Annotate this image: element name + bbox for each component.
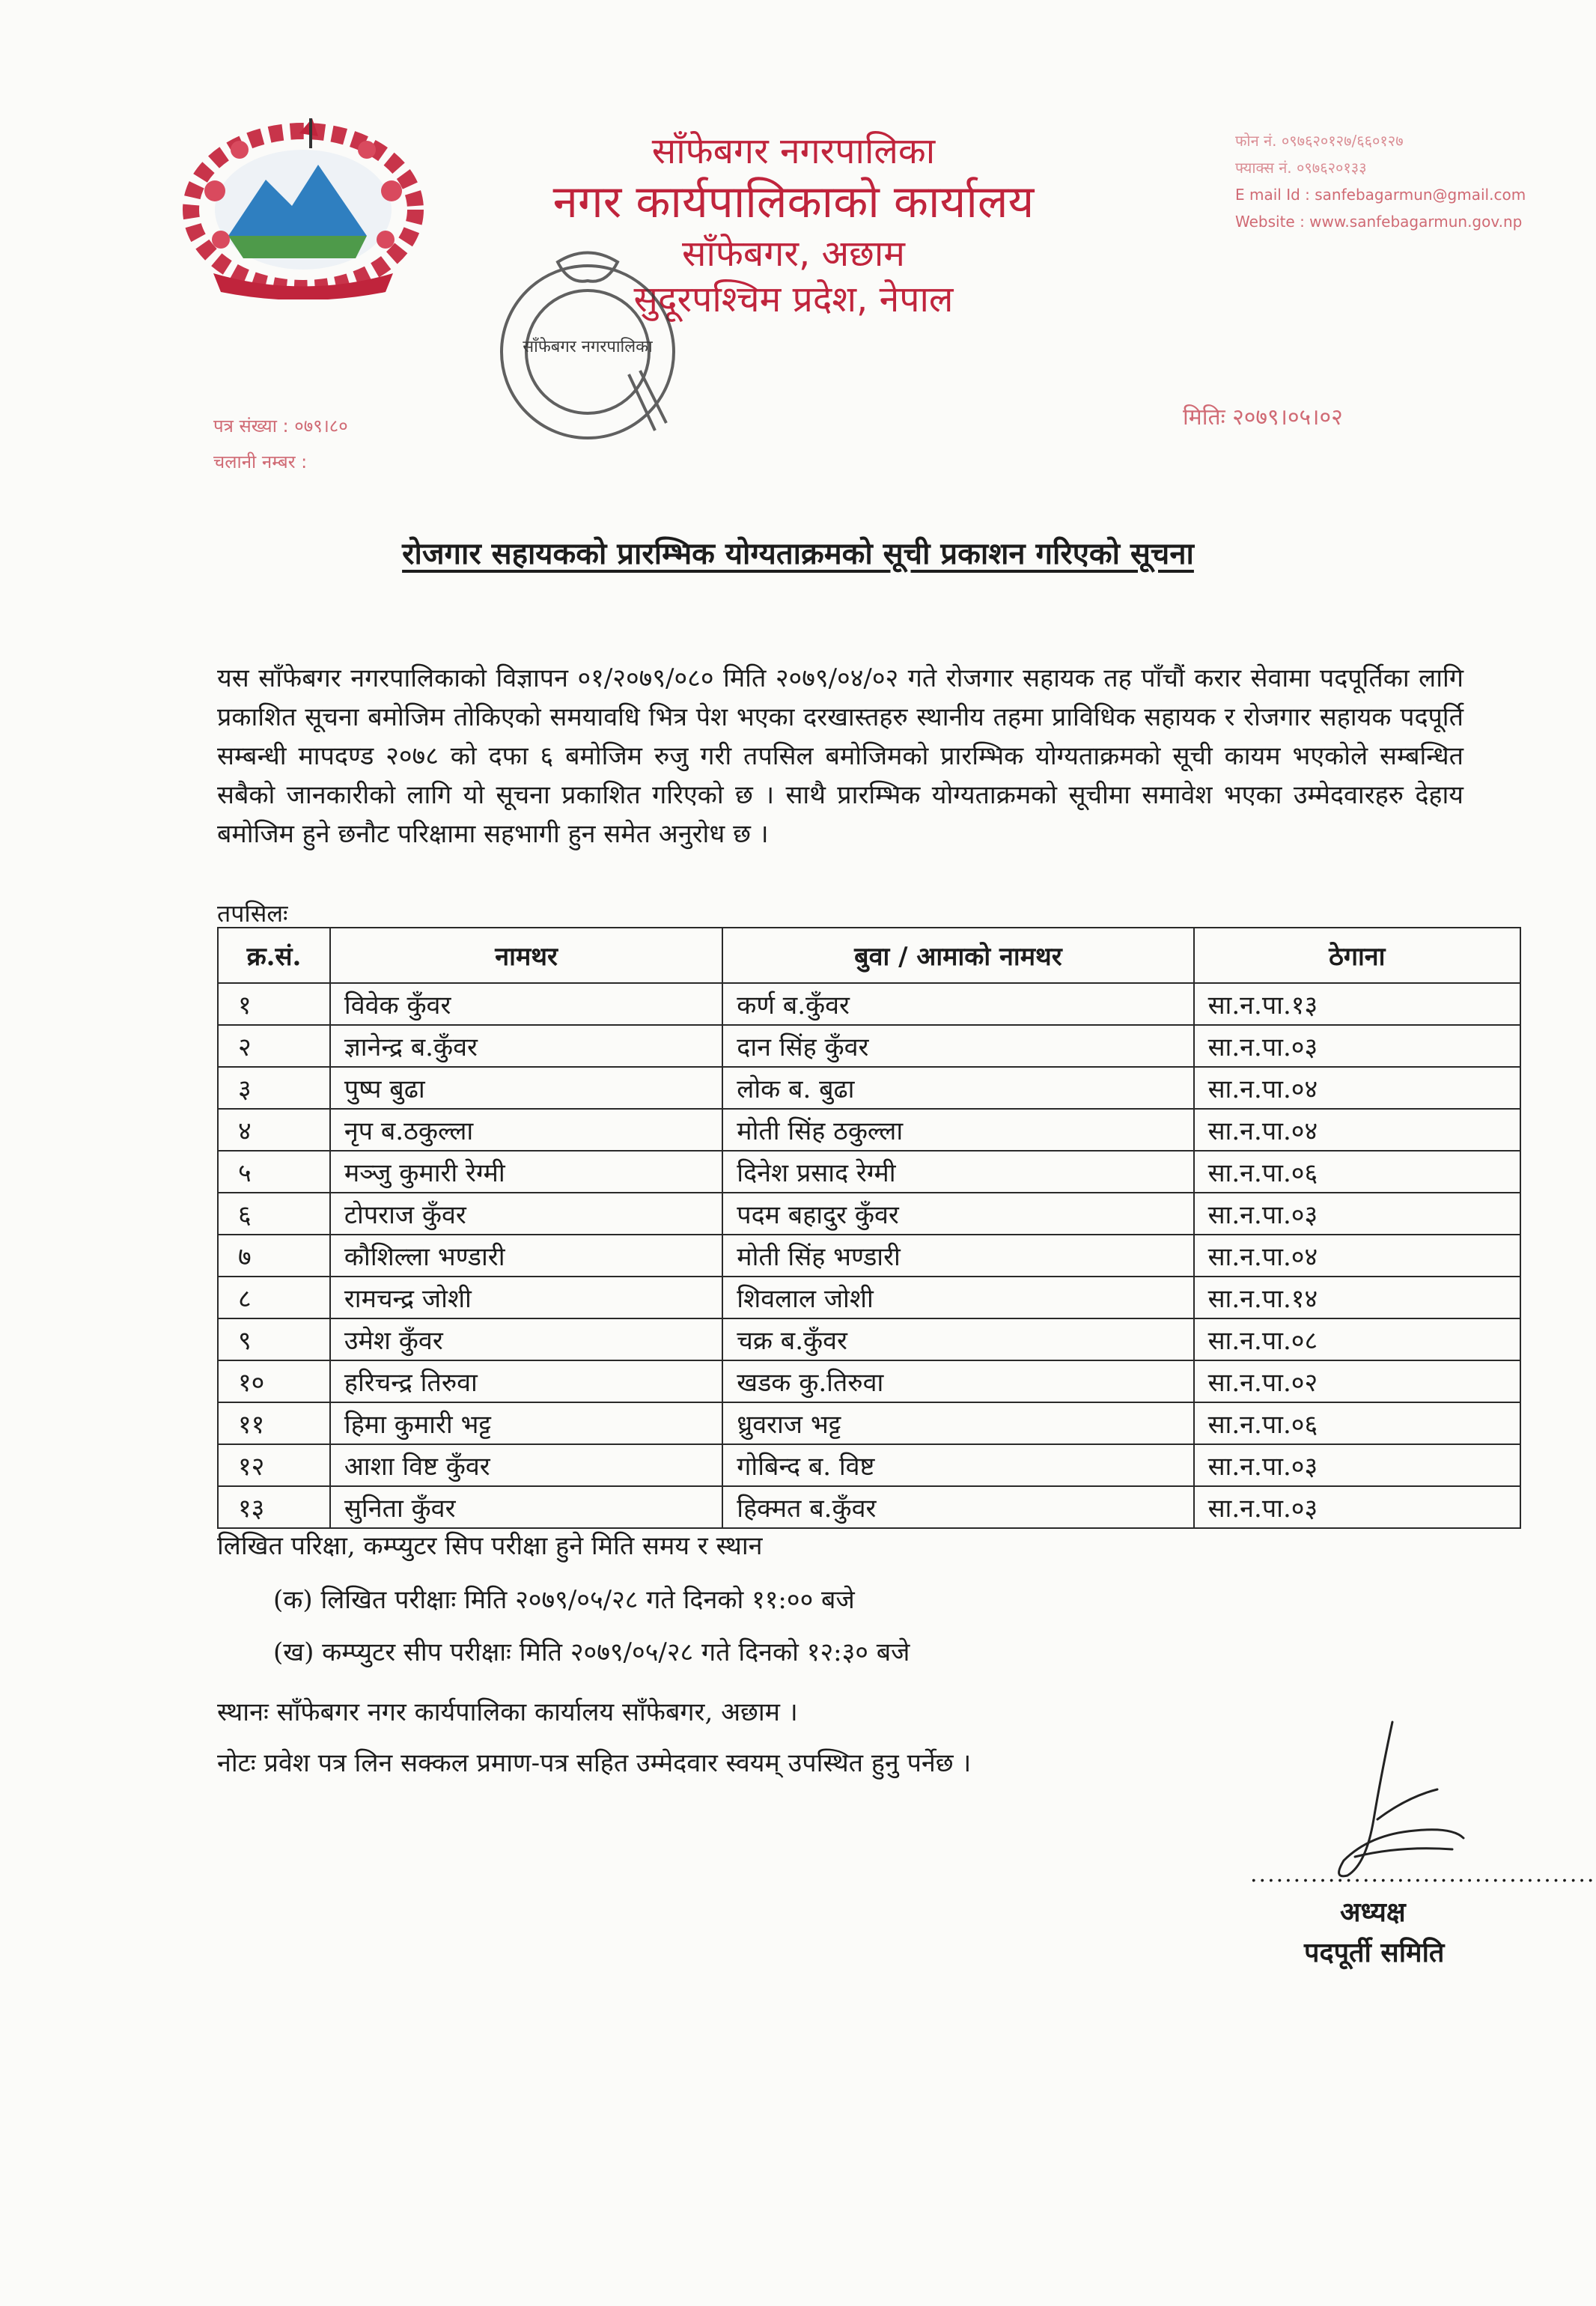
office-stamp-icon bbox=[487, 240, 689, 457]
address-cell: सा.न.पा.०६ bbox=[1194, 1151, 1520, 1193]
address-cell: सा.न.पा.०८ bbox=[1194, 1318, 1520, 1360]
name-cell: टोपराज कुँवर bbox=[330, 1193, 722, 1235]
table-row bbox=[218, 1318, 1520, 1360]
name-cell: हिमा कुमारी भट्ट bbox=[330, 1402, 722, 1444]
table-row bbox=[218, 1193, 1520, 1235]
notice-paragraph: यस साँफेबगर नगरपालिकाको विज्ञापन ०१/२०७९/०८० मिति २०७९/०४/०२ गते रोजगार सहायक तह पाँचौं करार सेवामा पदपूर्तिका लागि प्रकाशित सूचना बमोजिम तोकिएको समयावधि भित्र पेश भएका दरखास्तहरु स्थानीय तहमा प्राविधिक सहायक र रोजगार सहायक पदपूर्ति सम्बन्धी मापदण्ड २०७८ को दफा ६ बमोजिम रुजु गरी तपसिल बमोजिमको प्रारम्भिक योग्यताक्रमको सूची कायम भएकोले सम्बन्धित सबैको जानकारीको लागि यो सूचना प्रकाशित गरिएको छ । साथै प्रारम्भिक योग्यताक्रमको सूचीमा समावेश भएका उम्मेदवारहरु देहाय बमोजिम हुने छनौट परिक्षामा सहभागी हुन समेत अनुरोध छ । bbox=[217, 663, 1463, 849]
candidate-table bbox=[217, 927, 1521, 1529]
address-cell: सा.न.पा.०३ bbox=[1194, 1025, 1520, 1067]
address-cell: सा.न.पा.०४ bbox=[1194, 1235, 1520, 1277]
serial-cell: ९ bbox=[218, 1318, 330, 1360]
table-row bbox=[218, 1067, 1520, 1109]
serial-cell: १३ bbox=[218, 1486, 330, 1528]
table-row bbox=[218, 983, 1520, 1025]
address-cell: सा.न.पा.०३ bbox=[1194, 1444, 1520, 1486]
dispatch-number: चलानी नम्बर : bbox=[213, 451, 308, 472]
office-name: नगर कार्यपालिकाको कार्यालय bbox=[552, 176, 1035, 228]
table-row bbox=[218, 1109, 1520, 1151]
parent-cell: मोती सिंह ठकुल्ला bbox=[722, 1109, 1193, 1151]
name-cell: पुष्प बुढा bbox=[330, 1067, 722, 1109]
written-exam-schedule: (क) लिखित परीक्षाः मिति २०७९/०५/२८ गते दिनको ११:०० बजे bbox=[273, 1585, 855, 1615]
parent-cell: शिवलाल जोशी bbox=[722, 1277, 1193, 1318]
table-row bbox=[218, 1444, 1520, 1486]
table-row bbox=[218, 1025, 1520, 1067]
address-cell: सा.न.पा.०४ bbox=[1194, 1109, 1520, 1151]
computer-exam-schedule: (ख) कम्प्युटर सीप परीक्षाः मिति २०७९/०५/२८ गते दिनको १२:३० बजे bbox=[273, 1637, 910, 1667]
serial-cell: ७ bbox=[218, 1235, 330, 1277]
serial-cell: २ bbox=[218, 1025, 330, 1067]
parent-cell: दान सिंह कुँवर bbox=[722, 1025, 1193, 1067]
reference-block bbox=[213, 408, 348, 480]
address-cell: सा.न.पा.०६ bbox=[1194, 1402, 1520, 1444]
address-cell: सा.न.पा.०३ bbox=[1194, 1486, 1520, 1528]
exam-venue: स्थानः साँफेबगर नगर कार्यपालिका कार्यालय साँफेबगर, अछाम । bbox=[217, 1697, 798, 1727]
name-cell: उमेश कुँवर bbox=[330, 1318, 722, 1360]
parent-cell: चक्र ब.कुँवर bbox=[722, 1318, 1193, 1360]
header-parent-name: बुवा / आमाको नामथर bbox=[722, 928, 1193, 983]
header-serial: क्र.सं. bbox=[218, 928, 330, 983]
fax-number: फ्याक्स नं. ०९७६२०१३३ bbox=[1235, 159, 1367, 177]
table-header-row bbox=[218, 928, 1520, 983]
phone-number: फोन नं. ०९७६२०१२७/६६०१२७ bbox=[1235, 132, 1404, 150]
office-location: साँफेबगर, अछाम bbox=[682, 233, 905, 275]
nepal-emblem-icon bbox=[168, 112, 438, 299]
serial-cell: १ bbox=[218, 983, 330, 1025]
parent-cell: खडक कु.तिरुवा bbox=[722, 1360, 1193, 1402]
name-cell: रामचन्द्र जोशी bbox=[330, 1277, 722, 1318]
contact-block bbox=[1235, 127, 1595, 235]
signature-line: ........................................ bbox=[1250, 1861, 1596, 1887]
parent-cell: हिक्मत ब.कुँवर bbox=[722, 1486, 1193, 1528]
parent-cell: पदम बहादुर कुँवर bbox=[722, 1193, 1193, 1235]
email-address: E mail Id : sanfebagarmun@gmail.com bbox=[1235, 186, 1526, 204]
name-cell: मञ्जु कुमारी रेग्मी bbox=[330, 1151, 722, 1193]
table-row bbox=[218, 1402, 1520, 1444]
name-cell: विवेक कुँवर bbox=[330, 983, 722, 1025]
serial-cell: ६ bbox=[218, 1193, 330, 1235]
address-cell: सा.न.पा.१३ bbox=[1194, 983, 1520, 1025]
letter-date: मितिः २०७९।०५।०२ bbox=[1183, 404, 1343, 431]
address-cell: सा.न.पा.०४ bbox=[1194, 1067, 1520, 1109]
serial-cell: १० bbox=[218, 1360, 330, 1402]
serial-cell: ३ bbox=[218, 1067, 330, 1109]
table-row bbox=[218, 1235, 1520, 1277]
parent-cell: गोबिन्द ब. विष्ट bbox=[722, 1444, 1193, 1486]
table-row bbox=[218, 1486, 1520, 1528]
parent-cell: लोक ब. बुढा bbox=[722, 1067, 1193, 1109]
header-name: नामथर bbox=[330, 928, 722, 983]
serial-cell: १२ bbox=[218, 1444, 330, 1486]
serial-cell: ८ bbox=[218, 1277, 330, 1318]
name-cell: नृप ब.ठकुल्ला bbox=[330, 1109, 722, 1151]
table-row bbox=[218, 1360, 1520, 1402]
stamp-label: साँफेबगर नगरपालिका bbox=[523, 338, 653, 356]
header-address: ठेगाना bbox=[1194, 928, 1520, 983]
province-country: सुदूरपश्चिम प्रदेश, नेपाल bbox=[633, 279, 954, 320]
name-cell: आशा विष्ट कुँवर bbox=[330, 1444, 722, 1486]
parent-cell: ध्रुवराज भट्ट bbox=[722, 1402, 1193, 1444]
name-cell: कौशिल्ला भण्डारी bbox=[330, 1235, 722, 1277]
name-cell: सुनिता कुँवर bbox=[330, 1486, 722, 1528]
signatory-title: अध्यक्ष bbox=[1340, 1896, 1406, 1928]
website-address: Website : www.sanfebagarmun.gov.np bbox=[1235, 213, 1523, 231]
signatory-committee: पदपूर्ती समिति bbox=[1304, 1937, 1445, 1968]
serial-cell: ११ bbox=[218, 1402, 330, 1444]
name-cell: हरिचन्द्र तिरुवा bbox=[330, 1360, 722, 1402]
serial-cell: ५ bbox=[218, 1151, 330, 1193]
serial-cell: ४ bbox=[218, 1109, 330, 1151]
schedule-label: तपसिलः bbox=[217, 899, 288, 928]
notice-title: रोजगार सहायकको प्रारम्भिक योग्यताक्रमको सूची प्रकाशन गरिएको सूचना bbox=[402, 536, 1194, 571]
parent-cell: कर्ण ब.कुँवर bbox=[722, 983, 1193, 1025]
table-row bbox=[218, 1151, 1520, 1193]
address-cell: सा.न.पा.०२ bbox=[1194, 1360, 1520, 1402]
parent-cell: दिनेश प्रसाद रेग्मी bbox=[722, 1151, 1193, 1193]
exam-heading: लिखित परिक्षा, कम्प्युटर सिप परीक्षा हुने मिति समय र स्थान bbox=[217, 1531, 763, 1561]
name-cell: ज्ञानेन्द्र ब.कुँवर bbox=[330, 1025, 722, 1067]
address-cell: सा.न.पा.१४ bbox=[1194, 1277, 1520, 1318]
reference-number: पत्र संख्या : ०७९।८० bbox=[213, 416, 348, 436]
table-row bbox=[218, 1277, 1520, 1318]
exam-note: नोटः प्रवेश पत्र लिन सक्कल प्रमाण-पत्र सहित उम्मेदवार स्वयम् उपस्थित हुनु पर्नेछ । bbox=[217, 1748, 972, 1778]
address-cell: सा.न.पा.०३ bbox=[1194, 1193, 1520, 1235]
parent-cell: मोती सिंह भण्डारी bbox=[722, 1235, 1193, 1277]
org-name: साँफेबगर नगरपालिका bbox=[651, 130, 936, 172]
